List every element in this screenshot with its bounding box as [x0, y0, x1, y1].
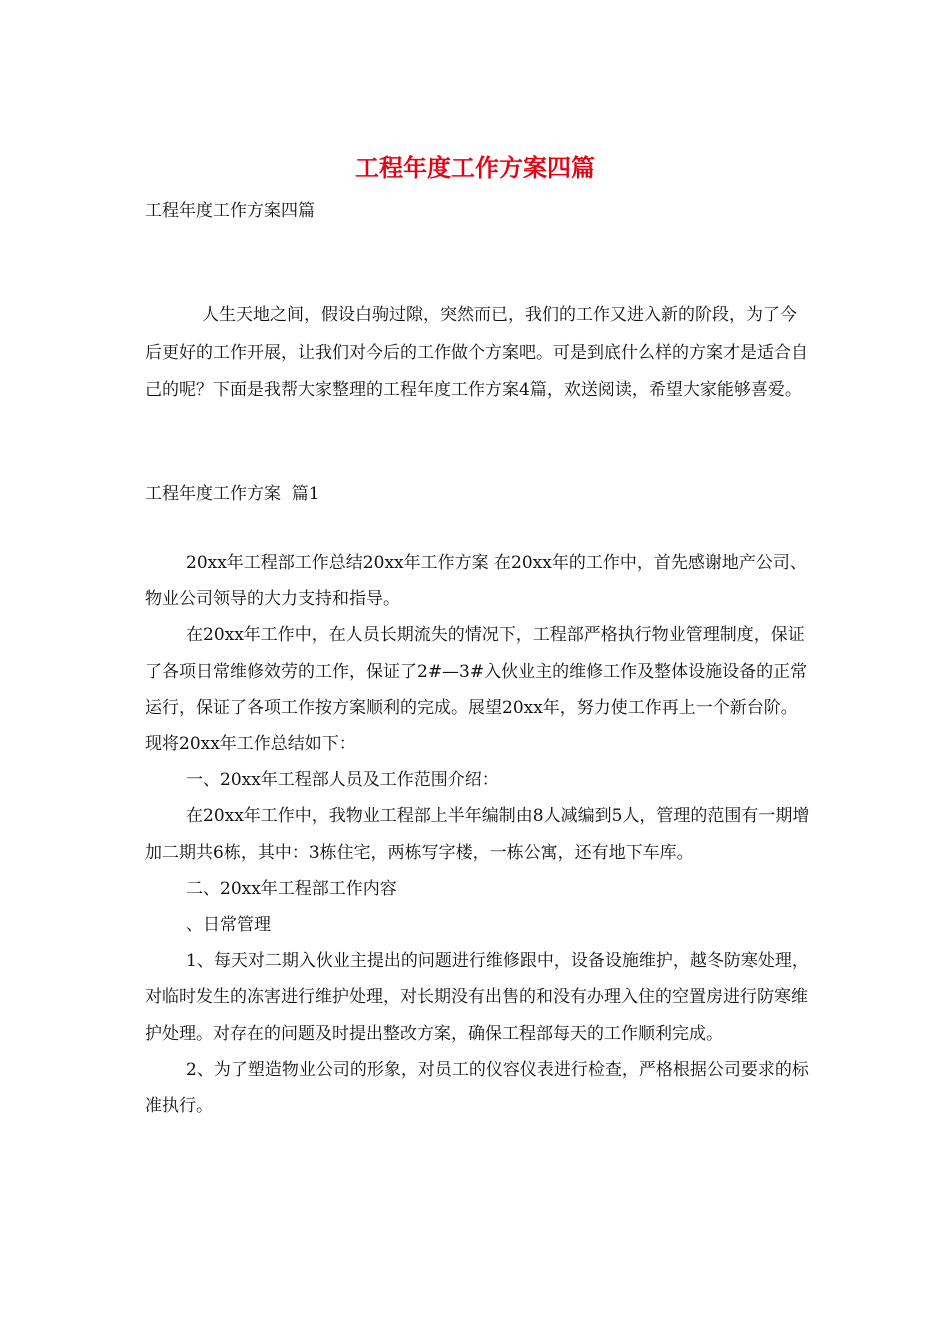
body-paragraph: 一、20xx年工程部人员及工作范围介绍：: [186, 770, 499, 791]
body-paragraph: 1、每天对二期入伙业主提出的问题进行维修跟中，设备设施维护，越冬防寒处理，对临时发生的冻害进行维护处理，对长期没有出售的和没有办理入住的空置房进行防寒维护处理。对存在的问题及时提出整改方案，确保工程部每天的工作顺利完成。: [145, 951, 809, 1044]
intro-paragraph: 人生天地之间，假设白驹过隙，突然而已，我们的工作又进入新的阶段，为了今后更好的工作开展，让我们对今后的工作做个方案吧。可是到底什么样的方案才是适合自己的呢？下面是我帮大家整理的工程年度工作方案4篇，欢送阅读，希望大家能够喜爱。: [145, 305, 808, 400]
document-title: 工程年度工作方案四篇: [355, 153, 595, 182]
body-content: [145, 545, 810, 1124]
section-heading: 工程年度工作方案 篇1: [145, 484, 320, 504]
body-paragraph: 20xx年工程部工作总结20xx年工作方案 在20xx年的工作中，首先感谢地产公司、物业公司领导的大力支持和指导。: [145, 553, 807, 610]
body-paragraph: 在20xx年工作中，在人员长期流失的情况下，工程部严格执行物业管理制度，保证了各项日常维修效劳的工作，保证了2#—3#入伙业主的维修工作及整体设施设备的正常运行，保证了各项工作按方案顺利的完成。展望20xx年，努力使工作再上一个新台阶。现将20xx年工作总结如下：: [145, 625, 808, 755]
body-paragraph: 二、20xx年工程部工作内容: [186, 878, 397, 899]
body-paragraph: 在20xx年工作中，我物业工程部上半年编制由8人减编到5人，管理的范围有一期增加二期共6栋，其中：3栋住宅，两栋写字楼，一栋公寓，还有地下车库。: [145, 806, 810, 863]
body-paragraph: 2、为了塑造物业公司的形象，对员工的仪容仪表进行检查，严格根据公司要求的标准执行。: [145, 1059, 809, 1117]
body-paragraph: 、日常管理: [186, 915, 271, 936]
document-subtitle: 工程年度工作方案四篇: [145, 201, 315, 221]
